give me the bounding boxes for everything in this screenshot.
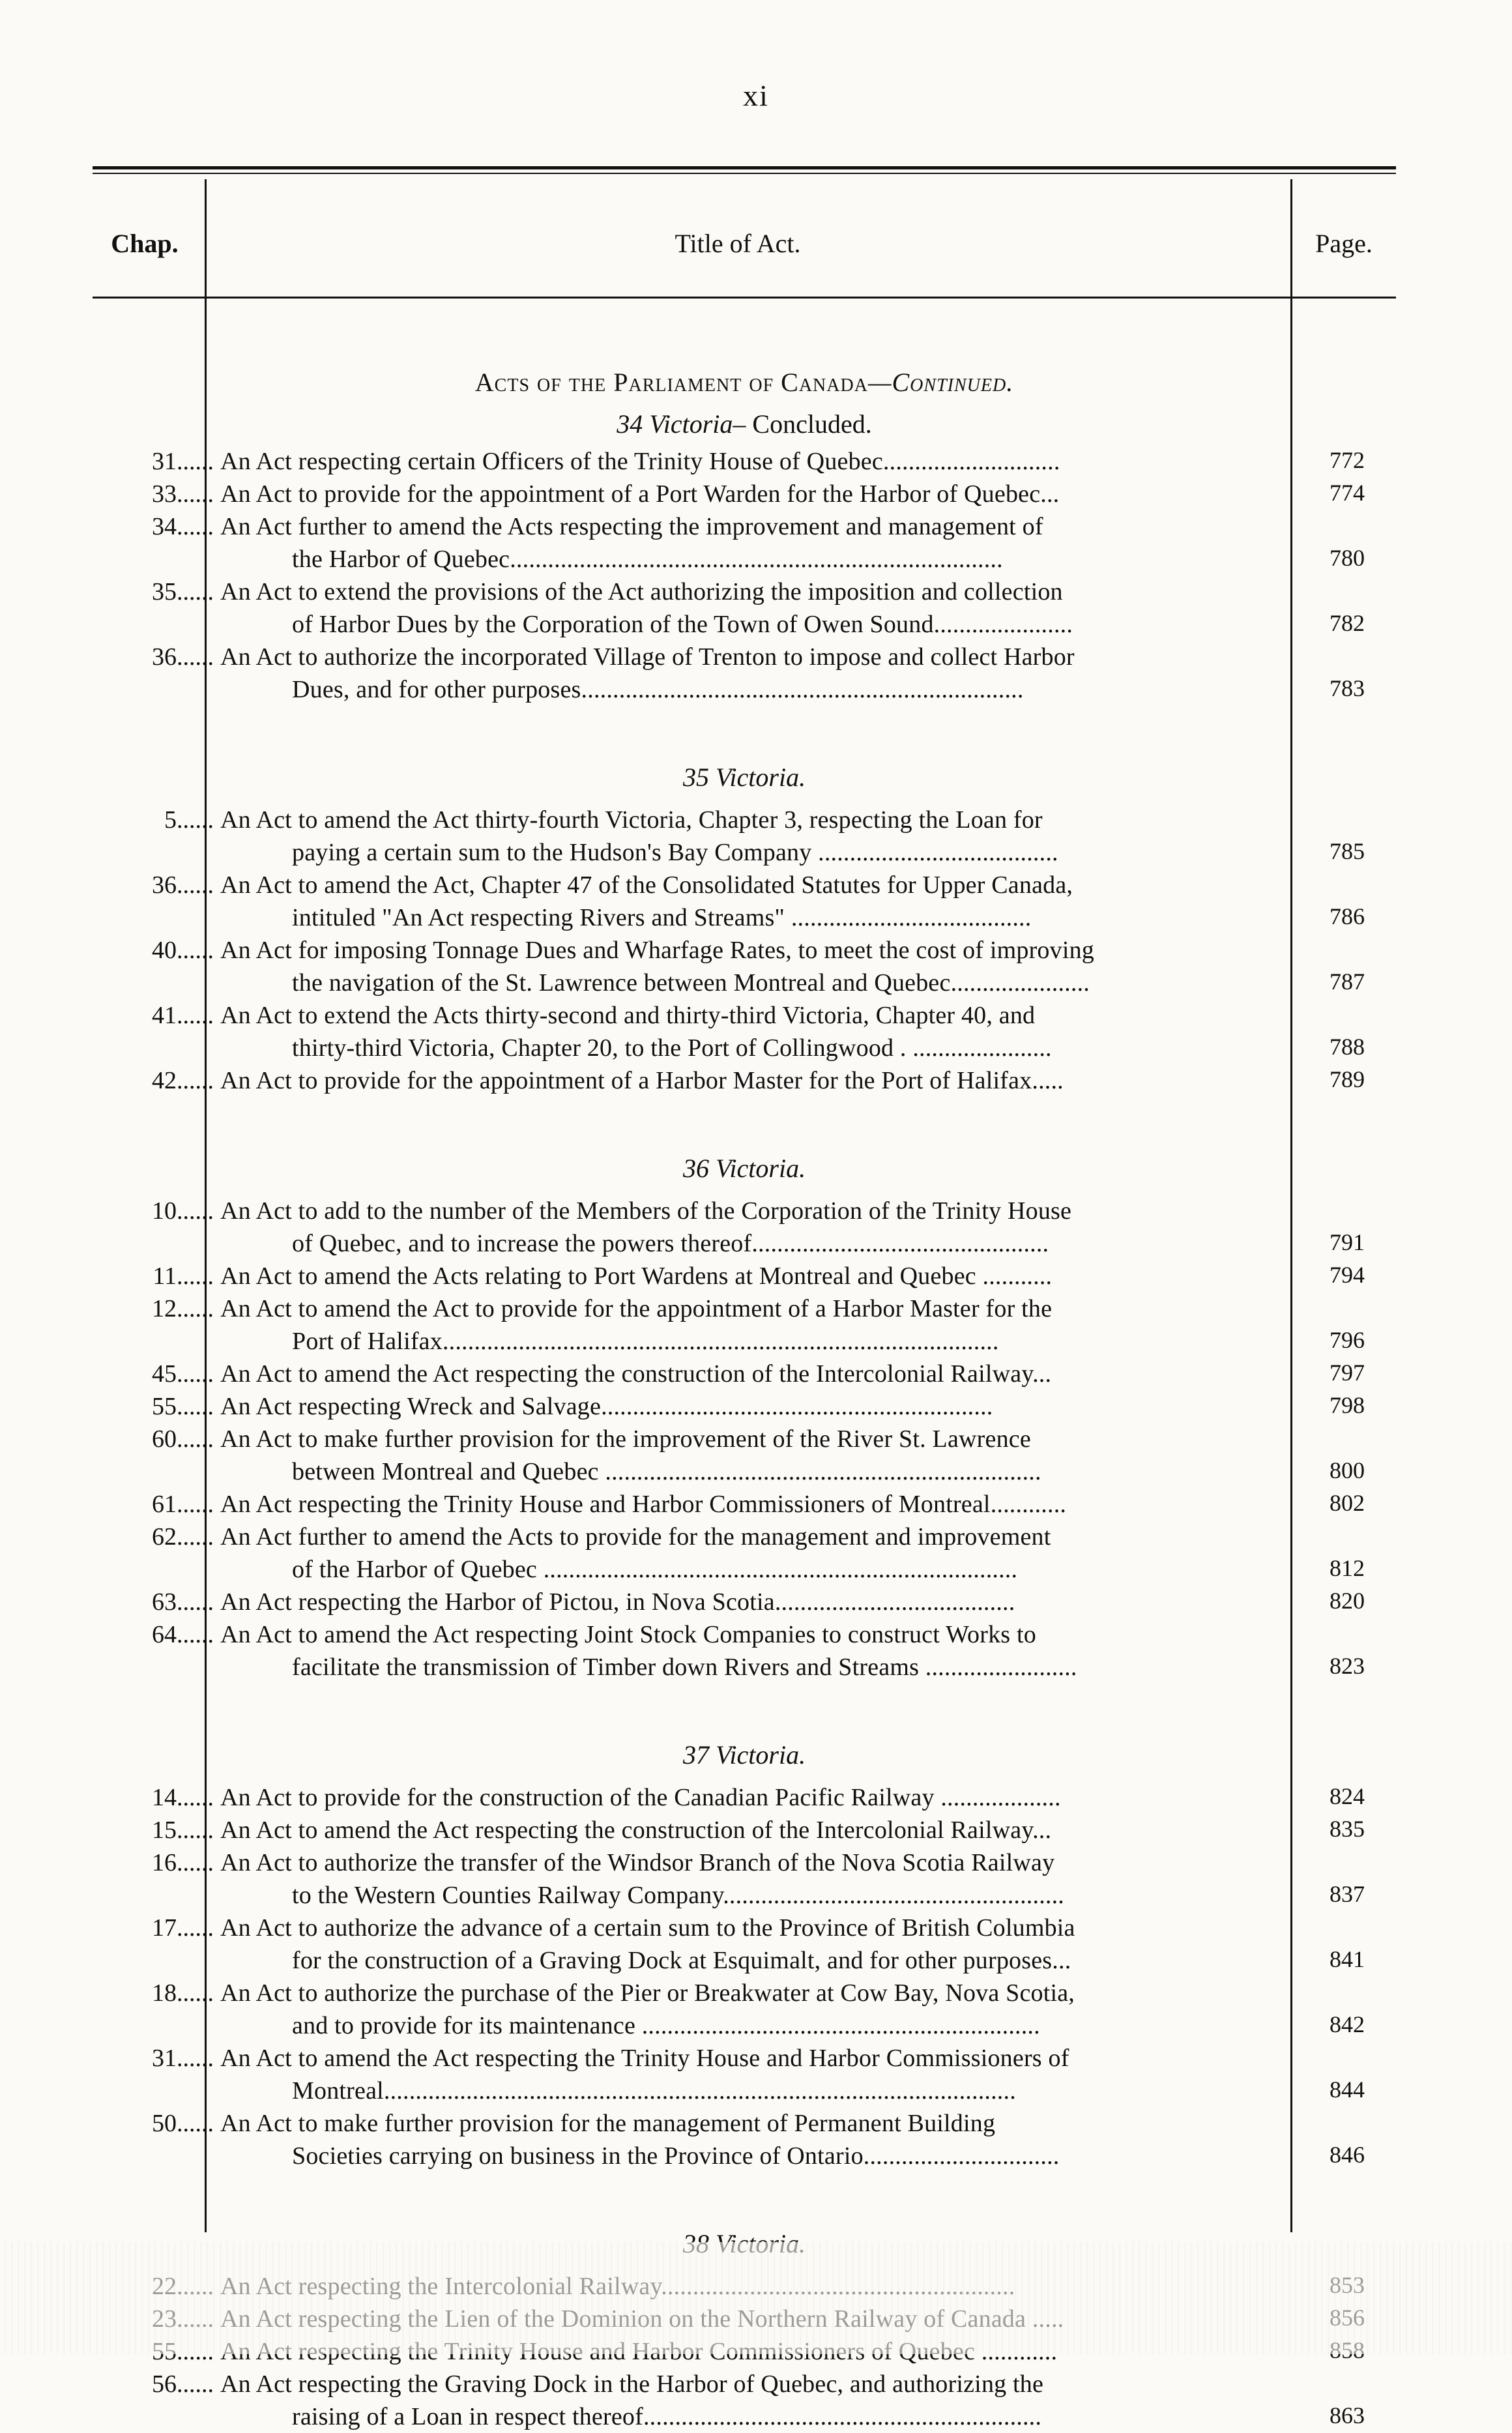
chapter-number: 35...... <box>152 578 214 605</box>
table-row <box>93 1195 1396 1260</box>
page-reference: 785 <box>1330 838 1365 864</box>
act-title <box>220 804 1374 869</box>
chapter-number: 17...... <box>152 1914 214 1942</box>
act-title-continuation: facilitate the transmission of Timber down Rivers and Streams ........................ <box>292 1654 1077 1681</box>
page-reference: 824 <box>1330 1783 1365 1809</box>
act-title <box>220 1912 1374 1977</box>
act-title-line: An Act further to amend the Acts to provide for the management and improvement <box>220 1523 1051 1551</box>
act-title-line: An Act to amend the Act respecting the construction of the Intercolonial Railway... <box>220 1360 1052 1388</box>
act-title <box>220 1195 1374 1260</box>
section-gap <box>93 2172 1396 2218</box>
chapter-number: 63...... <box>152 1588 214 1616</box>
chapter-number: 34...... <box>152 513 214 540</box>
page-reference: 837 <box>1330 1881 1365 1907</box>
act-title-line: An Act respecting Wreck and Salvage.............................................................. <box>220 1393 993 1420</box>
act-title-line: An Act to extend the Acts thirty-second and thirty-third Victoria, Chapter 40, and <box>220 1002 1036 1029</box>
act-title <box>220 1977 1374 2042</box>
act-title <box>220 1618 1374 1683</box>
page-reference: 798 <box>1330 1392 1365 1418</box>
table-row <box>93 869 1396 934</box>
page-reference: 842 <box>1330 2011 1365 2037</box>
act-title <box>220 641 1374 706</box>
table-row <box>93 2042 1396 2107</box>
act-title-line: An Act to authorize the purchase of the Pier or Breakwater at Cow Bay, Nova Scotia, <box>220 1979 1075 2007</box>
page-reference: 774 <box>1330 480 1365 506</box>
act-title-continuation: thirty-third Victoria, Chapter 20, to the Port of Collingwood . ...................... <box>292 1034 1052 1062</box>
section-heading-text: 34 Victoria <box>617 409 733 439</box>
act-title-continuation: Societies carrying on business in the Province of Ontario............................... <box>292 2142 1060 2170</box>
page-reference: 846 <box>1330 2142 1365 2168</box>
section-heading-text: 37 Victoria. <box>682 1740 806 1770</box>
chapter-number: 56...... <box>152 2370 214 2398</box>
page-reference: 835 <box>1330 1816 1365 1842</box>
act-title-line: An Act to make further provision for the improvement of the River St. Lawrence <box>220 1425 1031 1453</box>
chapter-number: 33...... <box>152 480 214 508</box>
chapter-number: 5...... <box>164 806 214 834</box>
act-title-continuation: Dues, and for other purposes...................................................................... <box>292 676 1024 703</box>
act-title <box>220 1814 1374 1846</box>
act-title-continuation: paying a certain sum to the Hudson's Bay Company ...................................... <box>292 839 1058 866</box>
page-reference: 780 <box>1330 545 1365 571</box>
chapter-number: 11...... <box>153 1262 214 1290</box>
act-title-continuation: Montreal.................................................................................................... <box>292 2077 1016 2105</box>
act-title-line: An Act to amend the Acts relating to Port Wardens at Montreal and Quebec ........... <box>220 1262 1053 1290</box>
act-title <box>220 1781 1374 1814</box>
chapter-number: 62...... <box>152 1523 214 1551</box>
act-title <box>220 1390 1374 1423</box>
act-title-line: An Act further to amend the Acts respecting the improvement and management of <box>220 513 1043 540</box>
chapter-number: 60...... <box>152 1425 214 1453</box>
act-title <box>220 478 1374 510</box>
act-title <box>220 575 1374 641</box>
table-body <box>93 362 1396 2433</box>
table-row <box>93 999 1396 1064</box>
table-row <box>93 1977 1396 2042</box>
act-title-line: An Act to authorize the incorporated Village of Trenton to impose and collect Harbor <box>220 643 1075 671</box>
section-gap <box>93 1097 1396 1143</box>
table-row <box>93 1814 1396 1846</box>
act-title-line: An Act to amend the Act to provide for the appointment of a Harbor Master for the <box>220 1295 1053 1322</box>
act-title-line: An Act to amend the Act, Chapter 47 of the Consolidated Statutes for Upper Canada, <box>220 871 1073 899</box>
act-title <box>220 1292 1374 1358</box>
chapter-number: 36...... <box>152 871 214 899</box>
act-title-line: An Act respecting the Graving Dock in the Harbor of Quebec, and authorizing the <box>220 2370 1044 2398</box>
page-reference: 788 <box>1330 1034 1365 1060</box>
top-rule-thick <box>93 166 1396 169</box>
table-row <box>93 1586 1396 1618</box>
act-title-line: An Act to extend the provisions of the Act authorizing the imposition and collection <box>220 578 1063 605</box>
chapter-number: 36...... <box>152 643 214 671</box>
act-title-continuation: intituled "An Act respecting Rivers and Streams" ...................................... <box>292 904 1032 931</box>
section-heading-suffix: – Concluded. <box>733 409 872 439</box>
act-title-continuation: the navigation of the St. Lawrence between Montreal and Quebec...................... <box>292 969 1090 997</box>
page-reference: 800 <box>1330 1457 1365 1483</box>
parliament-heading-prefix: Acts of the Parliament of Canada <box>474 368 868 397</box>
page-reference: 863 <box>1330 2402 1365 2428</box>
act-title-line: An Act to amend the Act thirty-fourth Victoria, Chapter 3, respecting the Loan for <box>220 806 1043 834</box>
column-header-page: Page. <box>1315 229 1373 258</box>
section-heading-text: 36 Victoria. <box>682 1154 806 1183</box>
table-row <box>93 1521 1396 1586</box>
table-row <box>93 1618 1396 1683</box>
chapter-number: 14...... <box>152 1784 214 1811</box>
act-title <box>220 1423 1374 1488</box>
act-title-line: An Act to provide for the appointment of a Port Warden for the Harbor of Quebec... <box>220 480 1060 508</box>
section-heading <box>216 403 1272 445</box>
section-heading <box>216 1729 1272 1781</box>
page-reference: 789 <box>1330 1066 1365 1092</box>
page-reference: 844 <box>1330 2076 1365 2103</box>
header-rule <box>93 297 1396 299</box>
page-reference: 786 <box>1330 903 1365 929</box>
act-title-continuation: of Quebec, and to increase the powers thereof............................................... <box>292 1230 1049 1257</box>
act-title-continuation: of the Harbor of Quebec ........................................................................... <box>292 1556 1018 1583</box>
table-row <box>93 445 1396 478</box>
act-title-line: An Act to amend the Act respecting the construction of the Intercolonial Railway... <box>220 1816 1052 1844</box>
act-title-line: An Act respecting the Harbor of Pictou, in Nova Scotia...................................... <box>220 1588 1015 1616</box>
top-rule-thin <box>93 173 1396 174</box>
act-title-continuation: to the Western Counties Railway Company...................................................... <box>292 1882 1065 1909</box>
chapter-number: 45...... <box>152 1360 214 1388</box>
table-row <box>93 1260 1396 1292</box>
sections-container <box>93 403 1396 2433</box>
act-title-line: An Act to amend the Act respecting Joint Stock Companies to construct Works to <box>220 1621 1036 1648</box>
page-reference: 802 <box>1330 1490 1365 1516</box>
section-heading <box>216 1143 1272 1195</box>
chapter-number: 61...... <box>152 1491 214 1518</box>
chapter-number: 15...... <box>152 1816 214 1844</box>
table-row <box>93 1292 1396 1358</box>
act-title <box>220 1064 1374 1097</box>
act-title-continuation: and to provide for its maintenance ............................................................... <box>292 2012 1040 2039</box>
section-heading-text: 35 Victoria. <box>682 763 806 792</box>
table-row <box>93 1488 1396 1521</box>
table-row <box>93 1064 1396 1097</box>
table-row <box>93 1358 1396 1390</box>
page-number: xi <box>743 79 769 112</box>
act-title <box>220 445 1374 478</box>
chapter-number: 55...... <box>152 1393 214 1420</box>
table-row <box>93 510 1396 575</box>
act-title <box>220 2368 1374 2433</box>
chapter-number: 42...... <box>152 1067 214 1094</box>
act-title-line: An Act respecting certain Officers of the Trinity House of Quebec............................ <box>220 448 1060 475</box>
act-title-line: An Act for imposing Tonnage Dues and Wharfage Rates, to meet the cost of improving <box>220 937 1094 964</box>
page-reference: 772 <box>1330 447 1365 473</box>
parliament-heading <box>216 362 1272 403</box>
page-reference: 794 <box>1330 1262 1365 1288</box>
act-title <box>220 1846 1374 1912</box>
page-reference: 787 <box>1330 969 1365 995</box>
act-title <box>220 1586 1374 1618</box>
table-row <box>93 2368 1396 2433</box>
table-row <box>93 575 1396 641</box>
page-reference: 841 <box>1330 1946 1365 1972</box>
chapter-number: 12...... <box>152 1295 214 1322</box>
act-title-line: An Act to authorize the transfer of the Windsor Branch of the Nova Scotia Railway <box>220 1849 1055 1876</box>
chapter-number: 50...... <box>152 2110 214 2137</box>
section-gap <box>93 706 1396 751</box>
act-title-line: An Act to make further provision for the management of Permanent Building <box>220 2110 996 2137</box>
act-title <box>220 999 1374 1064</box>
act-title-continuation: raising of a Loan in respect thereof............................................................... <box>292 2403 1042 2430</box>
act-title-line: An Act to add to the number of the Members of the Corporation of the Trinity House <box>220 1197 1072 1225</box>
page-reference: 823 <box>1330 1653 1365 1679</box>
page-reference: 820 <box>1330 1588 1365 1614</box>
act-title <box>220 869 1374 934</box>
act-title <box>220 1521 1374 1586</box>
page-reference: 783 <box>1330 675 1365 701</box>
act-title-line: An Act to provide for the construction of the Canadian Pacific Railway ................... <box>220 1784 1061 1811</box>
act-title-line: An Act to provide for the appointment of a Harbor Master for the Port of Halifax..... <box>220 1067 1064 1094</box>
chapter-number: 10...... <box>152 1197 214 1225</box>
act-title-line: An Act respecting the Trinity House and Harbor Commissioners of Montreal............ <box>220 1491 1067 1518</box>
act-title <box>220 2042 1374 2107</box>
page-reference: 782 <box>1330 610 1365 636</box>
table-row <box>93 1912 1396 1977</box>
section-heading <box>216 751 1272 804</box>
act-title-continuation: for the construction of a Graving Dock at Esquimalt, and for other purposes... <box>292 1947 1071 1974</box>
table-row <box>93 2107 1396 2172</box>
act-title-continuation: the Harbor of Quebec.............................................................................. <box>292 546 1003 573</box>
table-row <box>93 641 1396 706</box>
act-title-continuation: Port of Halifax........................................................................................ <box>292 1328 999 1355</box>
table-row <box>93 478 1396 510</box>
page-bottom-noise <box>0 2242 1512 2354</box>
chapter-number: 41...... <box>152 1002 214 1029</box>
act-title <box>220 1358 1374 1390</box>
chapter-number: 31...... <box>152 2045 214 2072</box>
table-row <box>93 1423 1396 1488</box>
act-title-continuation: between Montreal and Quebec ..................................................................... <box>292 1458 1041 1485</box>
column-header-title: Title of Act. <box>675 229 801 258</box>
page-reference: 791 <box>1330 1229 1365 1255</box>
chapter-number: 40...... <box>152 937 214 964</box>
table-row <box>93 804 1396 869</box>
act-title <box>220 510 1374 575</box>
act-title <box>220 1488 1374 1521</box>
acts-index-table <box>93 166 1396 2430</box>
table-row <box>93 1846 1396 1912</box>
section-gap <box>93 1683 1396 1729</box>
chapter-number: 18...... <box>152 1979 214 2007</box>
act-title <box>220 2107 1374 2172</box>
act-title <box>220 1260 1374 1292</box>
parliament-heading-suffix: —Continued. <box>867 368 1014 397</box>
act-title-line: An Act to amend the Act respecting the Trinity House and Harbor Commissioners of <box>220 2045 1069 2072</box>
table-row <box>93 1781 1396 1814</box>
column-header-chap: Chap. <box>111 229 179 258</box>
page-reference: 797 <box>1330 1360 1365 1386</box>
chapter-number: 31...... <box>152 448 214 475</box>
table-row <box>93 934 1396 999</box>
act-title-continuation: of Harbor Dues by the Corporation of the Town of Owen Sound...................... <box>292 611 1073 638</box>
chapter-number: 64...... <box>152 1621 214 1648</box>
page-reference: 796 <box>1330 1327 1365 1353</box>
table-row <box>93 1390 1396 1423</box>
act-title <box>220 934 1374 999</box>
page-reference: 812 <box>1330 1555 1365 1581</box>
act-title-line: An Act to authorize the advance of a certain sum to the Province of British Columbia <box>220 1914 1075 1942</box>
chapter-number: 16...... <box>152 1849 214 1876</box>
